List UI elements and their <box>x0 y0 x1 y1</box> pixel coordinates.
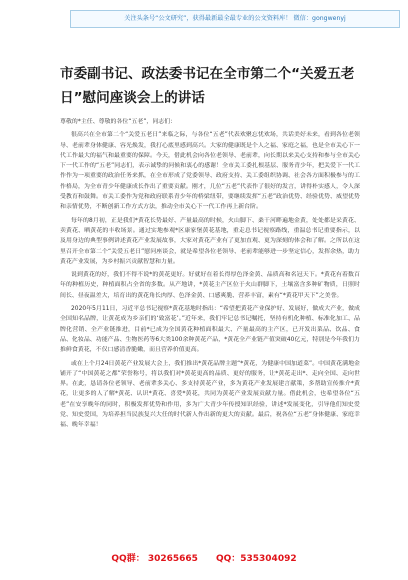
header-banner: 关注头条号“公文研究”，获得最新最全最专业的公文资料库！ 微信：gongwenyj <box>70 10 400 28</box>
footer-contact <box>0 549 408 565</box>
document-title-line-2: 日”慰问座谈会上的讲话 <box>60 90 205 106</box>
paragraph: 每年的8月初，正是我们*黄花长势最好、产量最高的时候，火山脚下、桑干河畔遍地金黄，处处都是采黄花、卖黄花、晒黄花的丰收场景。通过实地参观*区康家堡黄花基地，重走总书记视察路线，重温总书记重要指示，以及用身边的典型事例讲述黄花产业发展故事，大家对黄花产业有了更加直观、更为深刻的体会和了解。之所以在这里召开全市第二个“关爱五老日”慰问座谈会，就是希望各位老领导、老前辈能够进一步坚定信心，发挥余热，助力黄花产业发展，为乡村振兴贡献智慧和力量。 <box>60 217 360 265</box>
paragraph: 很高兴在全市第二个“关爱五老日”来临之际，与各位“五老”代表欢聚忘忧欢场，共话美好未来，看到各位老领导、老前辈身体健康、容光焕发，我打心底里感到高兴。大家的健康既是个人之福、家庭之福，也是全市关心下一代工作最大的福气和最重要的保障。今天，借此机会向各位老领导、老前辈，向长期以来关心支持和参与全市关心下一代工作的“五老”同志们，表示诚挚的问候和衷心的感谢！全市关工委扎根基层、服务青少年，把关爱下一代工作作为一项重要的政治任务来抓，在全市形成了党委领导、政府支持、关工委组织协调、社会各方面积极参与的工作格局，为全市青少年健康成长作出了重要贡献。刚才，几位“五老”代表作了很好的发言，讲得朴实感人，令人深受教育和鼓舞。市关工委作为党和政府联系青少年的桥梁纽带，要继续发挥“五老”政治优势、经验优势、威望优势和亲情优势，不断创新工作方式方法，推动全市关心下一代工作再上新台阶。 <box>60 132 360 211</box>
footer-qq: QQ：535304092 <box>215 553 297 564</box>
salutation: 尊敬的*主任、尊敬的各位“五老”，同志们： <box>60 119 177 125</box>
paragraph: 2020年5月11日，习近平总书记视察*黄花基地时指出：“希望把黄花产业保护好、发展好，做成大产业，做成全国知名品牌，让黄花成为乡亲们的‘致富花’。”近年来，我们牢记总书记嘱托，坚持有机化种植、标准化加工、品牌化营销、全产业链推进，目前*已成为全国黄花种植面积最大、产量最高的主产区，已开发出菜品、饮品、食品、化妆品、功能产品、生物医药等6大类100余种黄花产品，*黄花全产业链产值突破40亿元，特别是今年我们力推鲜食黄花，不仅口感清香脆嫩，而且营养价值更高。 <box>60 306 360 354</box>
document-body <box>60 117 360 434</box>
footer-qq-group: QQ群： 30265665 <box>111 553 198 564</box>
document-title-line-1: 市委副书记、政法委书记在全市第二个“关爱五老 <box>60 66 355 82</box>
paragraph: 或在上个月24日黄花产业发展大会上，我们推出*黄花品牌主题“*黄花，为健康中国加道菜”。中国黄花满地金铺开了“中国黄花之都”荣誉称号，将以我们对*黄花更高的品质、更好的服务，让*黄花走出*、走向全国、走向世界。在此，恳请各位老领导、老前辈多关心、多支持黄花产业，多为黄花产业发展建言献策，多帮助宣传推介*黄花，让更多的人了解*黄花、认识*黄花、喜爱*黄花，共同为黄花产业发展贡献力量。借此机会，也希望各位“五老”在安享晚年的同时，积极发挥优势和作用，多为广大青少年传授知识经验，讲述*发展变化，引导他们知史爱党、知史爱国，为培养担当民族复兴大任的时代新人作出新的更大的贡献。最后，祝各位“五老”身体健康、家庭幸福、晚年幸福！ <box>60 360 360 429</box>
paragraph: 说到黄花的好，我们不得不说*的黄花更好。好就好在着长得厚色泽金黄、品质高和名冠天下。*黄花有着数百年的种植历史，种植面积占全省的多数。从产地讲，*黄花主产区位于火山群脚下，土壤富含多种矿物质，日照时间长、昼夜温差大，培育出的黄花角长肉厚、色泽金黄、口感爽脆、营养丰富，素有“*黄花甲天下”之美誉。 <box>60 272 360 299</box>
